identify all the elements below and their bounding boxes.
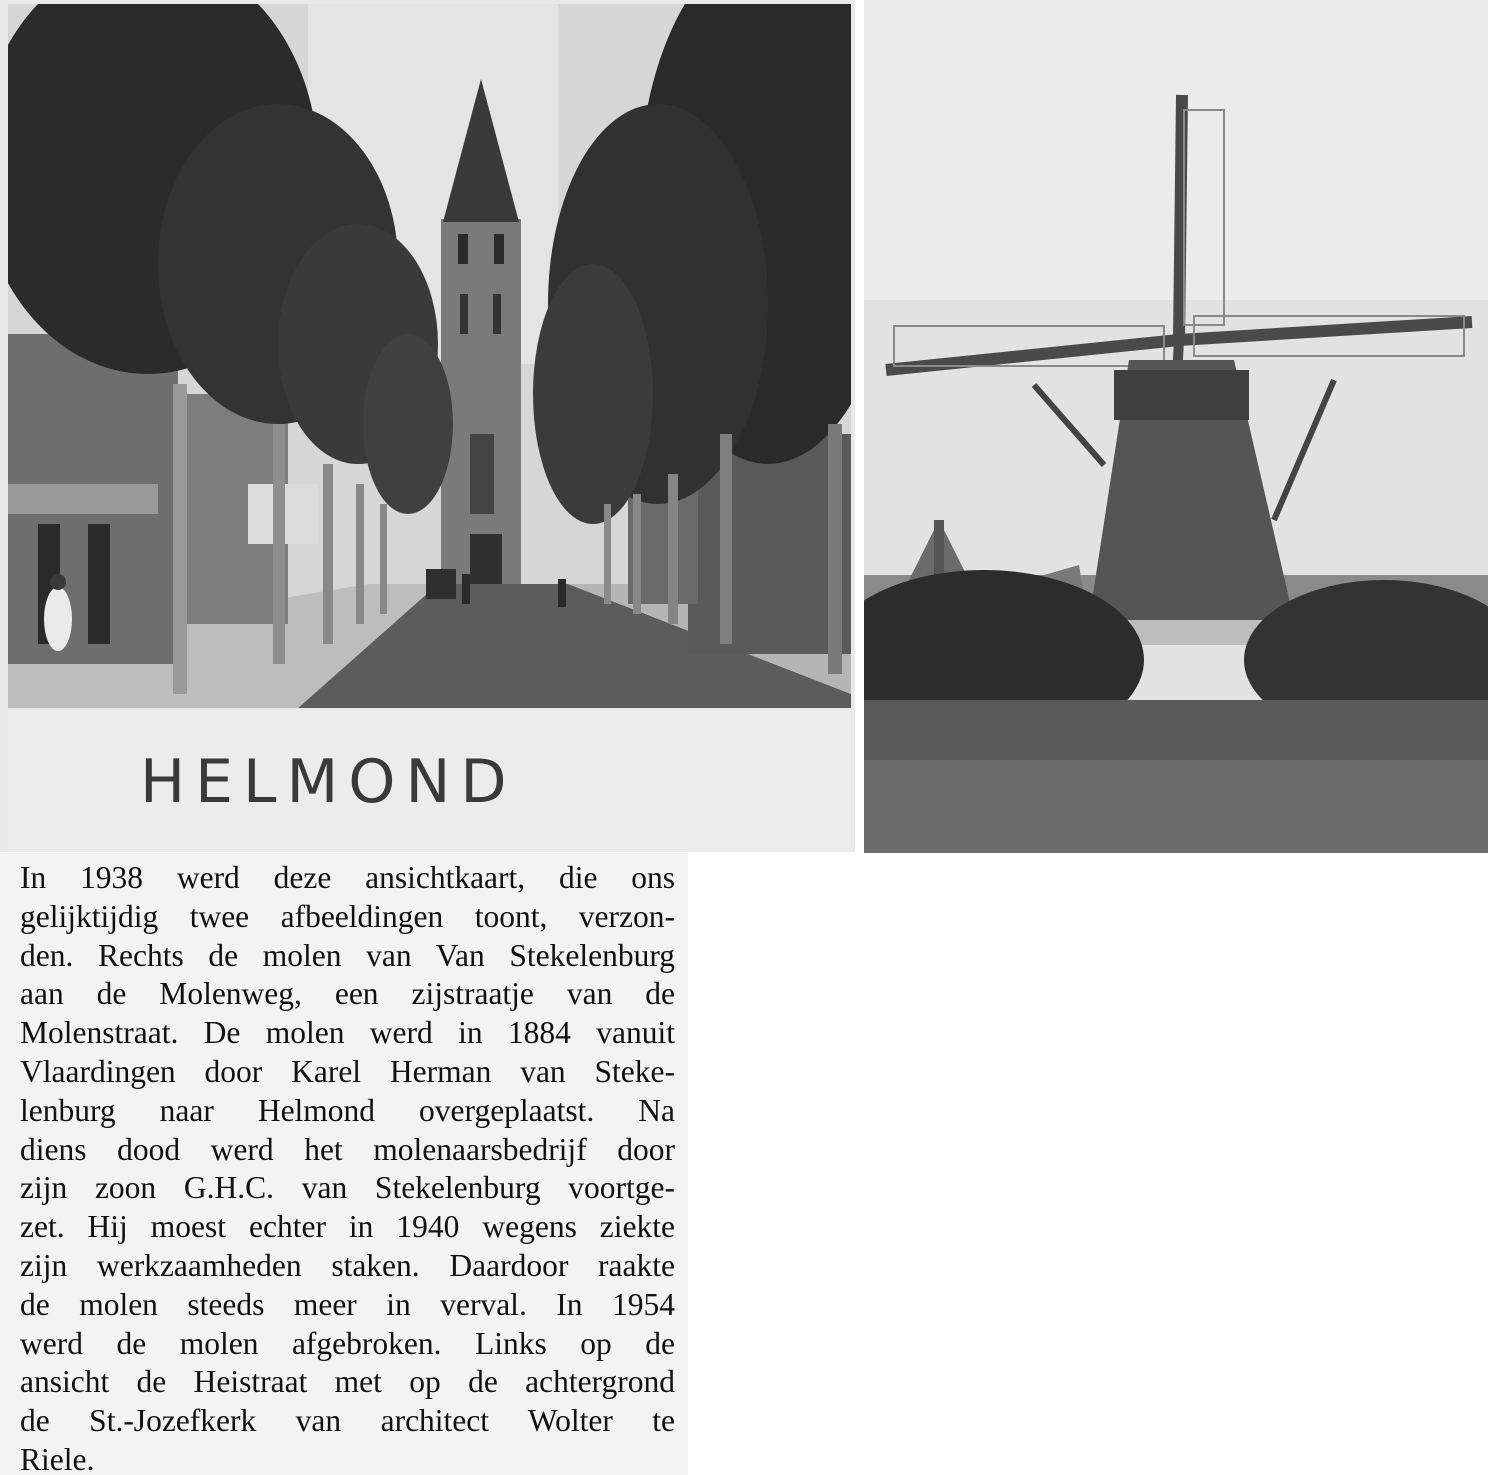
caption-line: diens dood werd het molenaarsbedrijf door: [20, 1131, 675, 1167]
caption-line: de St.-Jozefkerk van architect Wolter te: [20, 1403, 675, 1439]
caption-line: lenburg naar Helmond overgeplaatst. Na: [20, 1092, 675, 1128]
street-church-photo: [8, 4, 851, 708]
windmill-photo: [864, 0, 1488, 853]
caption-line: zijn zoon G.H.C. van Stekelenburg voortge-: [20, 1170, 675, 1206]
caption-line: In 1938 werd deze ansichtkaart, die ons: [20, 860, 675, 895]
caption-line: de molen steeds meer in verval. In 1954: [20, 1286, 675, 1322]
caption-line: Riele.: [20, 1441, 95, 1475]
caption-box: [0, 853, 688, 1475]
postcard-panel: [0, 0, 855, 852]
caption-paragraph: [20, 859, 675, 1475]
caption-line: werd de molen afgebroken. Links op de: [20, 1325, 675, 1361]
caption-line: Vlaardingen door Karel Herman van Steke-: [20, 1053, 675, 1089]
caption-line: gelijktijdig twee afbeeldingen toont, verzon-: [20, 898, 675, 934]
caption-line: zijn werkzaamheden staken. Daardoor raakte: [20, 1247, 675, 1283]
caption-line: aan de Molenweg, een zijstraatje van de: [20, 976, 675, 1012]
windmill-illustration: [864, 0, 1488, 853]
postcard-title: HELMOND: [140, 747, 517, 817]
caption-line: Molenstraat. De molen werd in 1884 vanuit: [20, 1015, 675, 1051]
street-church-illustration: [8, 4, 851, 708]
caption-line: zet. Hij moest echter in 1940 wegens ziekte: [20, 1209, 675, 1245]
caption-line: ansicht de Heistraat met op de achtergrond: [20, 1364, 675, 1400]
caption-line: den. Rechts de molen van Van Stekelenburg: [20, 937, 675, 973]
